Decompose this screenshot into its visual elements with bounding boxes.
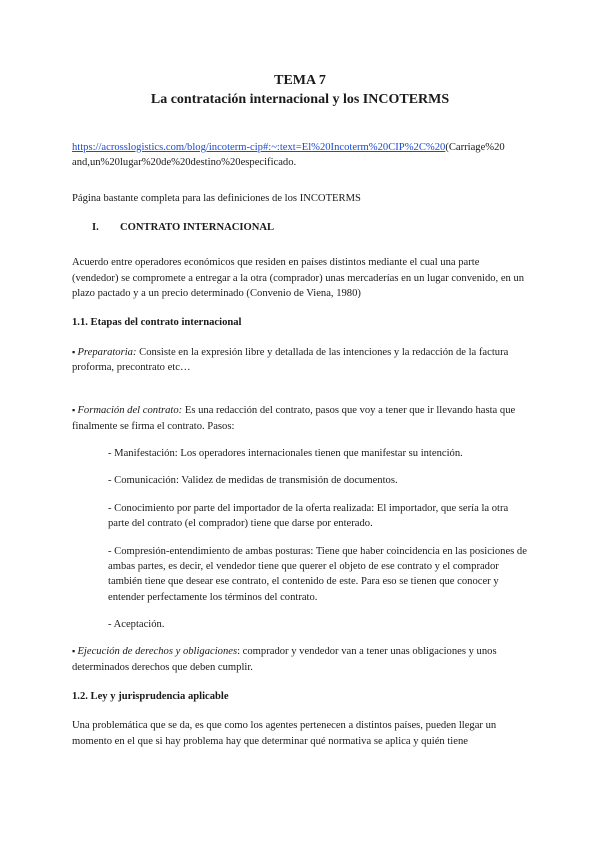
reference-paragraph	[72, 140, 528, 171]
etapa-formacion-label: Formación del contrato:	[77, 405, 183, 417]
paso-aceptacion: - Aceptación.	[108, 618, 165, 630]
etapa-ejecucion-text: : comprador y vendedor van a tener unas obligaciones y unos determinados derechos que deben cumplir.	[72, 646, 497, 673]
ley-paragraph: Una problemática que se da, es que como los agentes pertenecen a distintos países, pueden llegar un momento en el que si hay problema hay que determinar qué normativa se aplica y quién tiene	[72, 720, 497, 747]
paso-comprension: - Compresión-entendimiento de ambas posturas: Tiene que haber coincidencia en las posiciones de ambas partes, es decir, el vendedor tiene que querer el objeto de ese contrato y el comprador también tiene que desear ese contrato, el contenido de este. Para eso se tienen que conocer y entender perfectamente los términos del contrato.	[108, 545, 527, 603]
etapa-preparatoria	[72, 345, 528, 376]
subheading-ley: 1.2. Ley y jurisprudencia aplicable	[72, 691, 229, 703]
title-subject: La contratación internacional y los INCOTERMS	[150, 91, 450, 107]
paso-manifestacion: - Manifestación: Los operadores internacionales tienen que manifestar su intención.	[108, 448, 463, 460]
etapa-ejecucion	[72, 644, 528, 675]
section-number: I.	[92, 221, 99, 233]
subheading-etapas: 1.1. Etapas del contrato internacional	[72, 317, 242, 329]
etapa-preparatoria-label: Preparatoria:	[77, 346, 137, 358]
section-heading-contrato	[92, 220, 528, 235]
etapa-ejecucion-label: Ejecución de derechos y obligaciones	[77, 646, 238, 658]
document-title	[72, 72, 528, 110]
paso-conocimiento: - Conocimiento por parte del importador de la oferta realizada: El importador, que sería la otra parte del contrato (el comprador) tiene que darse por enterado.	[108, 502, 509, 530]
reference-note: Página bastante completa para las definiciones de los INCOTERMS	[72, 192, 361, 204]
etapa-preparatoria-text: Consiste en la expresión libre y detallada de las intenciones y la redacción de la factura proforma, precontrato etc…	[72, 346, 509, 374]
paso-comunicacion: - Comunicación: Validez de medidas de transmisión de documentos.	[108, 475, 398, 487]
etapa-formacion	[72, 403, 528, 434]
section-heading-text: CONTRATO INTERNACIONAL	[120, 221, 275, 233]
contrato-definition: Acuerdo entre operadores económicos que residen en países distintos mediante el cual una parte (vendedor) se compromete a entregar a la otra (comprador) unas mercaderías en un lugar convenido, en un plazo pactado y a un precio determinado (Convenio de Viena, 1980)	[72, 257, 525, 299]
etapa-formacion-text: Es una redacción del contrato, pasos que voy a tener que ir llevando hasta que finalmente se firma el contrato. Pasos:	[72, 405, 516, 432]
reference-link[interactable]: https://acrosslogistics.com/blog/incoterm-cip#:~:text=El%20Incoterm%20CIP%2C%20	[72, 141, 446, 153]
reference-link-suffix: (Carriage%20 and,un%20lugar%20de%20destino%20especificado.	[72, 141, 505, 169]
title-topic: TEMA 7	[274, 73, 326, 88]
